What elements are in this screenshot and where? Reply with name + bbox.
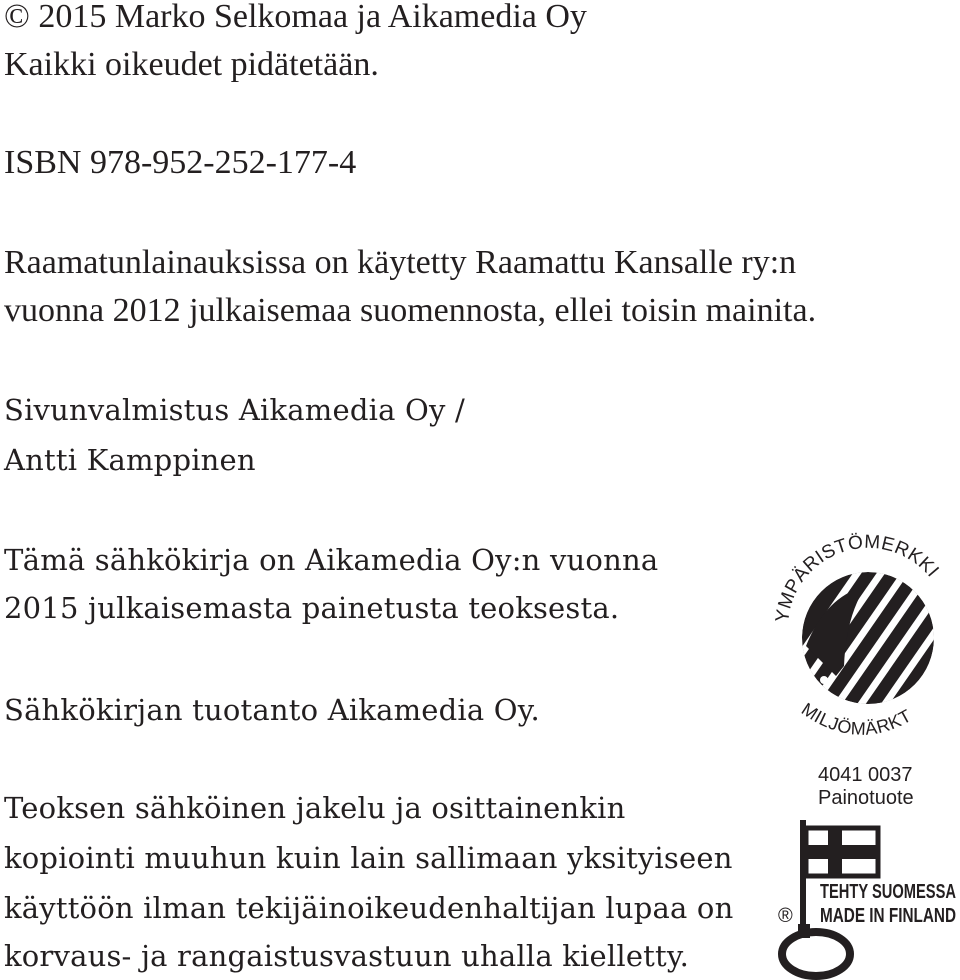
tehty-suomessa-text: TEHTY SUOMESSA xyxy=(820,881,956,903)
ecolabel-license-type: Painotuote xyxy=(818,787,914,809)
rights-reserved-line: Kaikki oikeudet pidätetään. xyxy=(4,46,379,83)
ebook-note-line-2: 2015 julkaisemasta painetusta teoksesta. xyxy=(4,591,620,625)
layout-credit-line-2: Antti Kamppinen xyxy=(4,443,256,477)
bible-note-line-2: vuonna 2012 julkaisemaa suomennosta, ellei toisin mainita. xyxy=(4,292,817,329)
distribution-line-2: kopiointi muuhun kuin lain sallimaan yksityiseen xyxy=(4,841,733,875)
ecolabel-bottom-text: MILJÖMÄRKT xyxy=(797,698,915,739)
distribution-line-1: Teoksen sähköinen jakelu ja osittainenkin xyxy=(4,791,626,825)
registered-mark: ® xyxy=(778,905,793,927)
ebook-note-line-1: Tämä sähkökirja on Aikamedia Oy:n vuonna xyxy=(4,543,659,577)
isbn-line: ISBN 978-952-252-177-4 xyxy=(4,144,357,181)
made-in-finland-text: MADE IN FINLAND xyxy=(820,905,956,927)
bible-note-line-1: Raamatunlainauksissa on käytetty Raamattu Kansalle ry:n xyxy=(4,244,797,281)
layout-credit-line-1: Sivunvalmistus Aikamedia Oy / xyxy=(4,393,465,427)
finnish-flag-icon xyxy=(806,828,878,876)
finland-key-symbol xyxy=(772,820,960,980)
ecolabel-top-text: YMPÄRISTÖMERKKI xyxy=(772,531,943,624)
ecolabel-license-number: 4041 0037 xyxy=(818,764,913,786)
production-line: Sähkökirjan tuotanto Aikamedia Oy. xyxy=(4,693,540,727)
copyright-line: © 2015 Marko Selkomaa ja Aikamedia Oy xyxy=(4,0,587,35)
nordic-swan-ecolabel-logo xyxy=(766,526,960,756)
distribution-line-3: käyttöön ilman tekijäinoikeudenhaltijan lupaa on xyxy=(4,891,734,925)
distribution-line-4: korvaus- ja rangaistusvastuun uhalla kielletty. xyxy=(4,939,690,973)
